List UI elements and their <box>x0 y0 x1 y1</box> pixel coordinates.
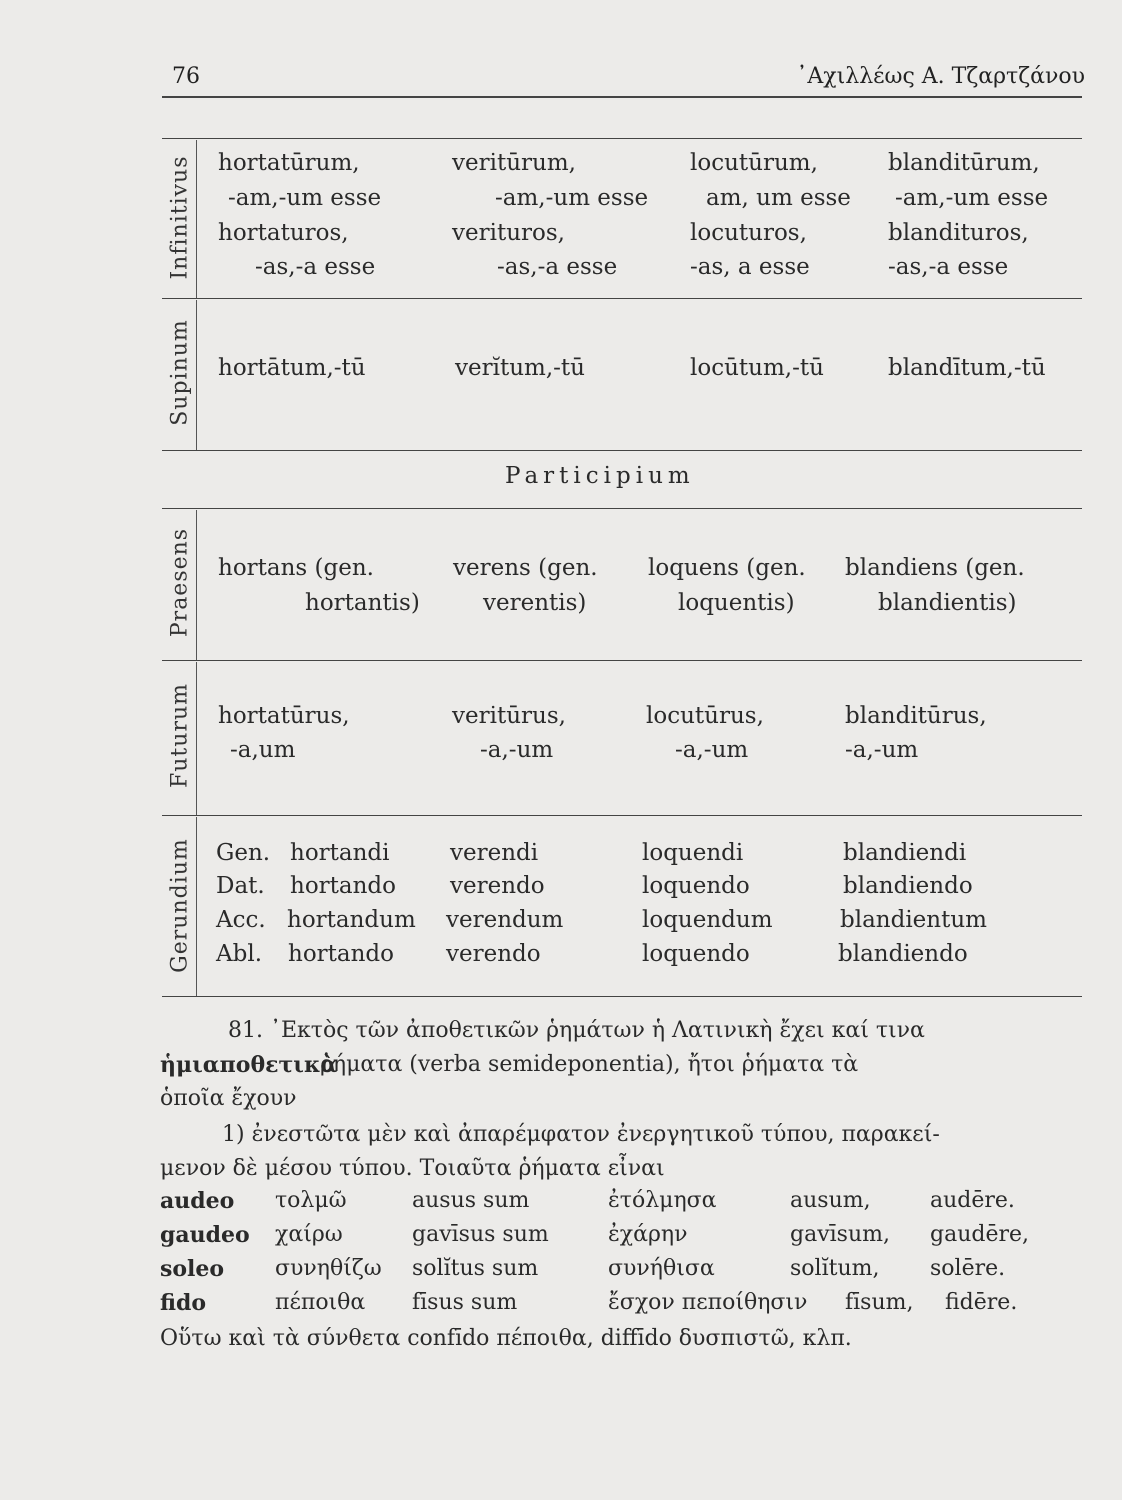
gerundium-cell: hortandi <box>290 840 390 866</box>
praesens-cell: hortans (gen. <box>218 555 374 581</box>
gerundium-cell: loquendo <box>642 941 750 967</box>
label-praesens: Praesens <box>167 527 193 638</box>
paragraph-line: ὁποῖα ἔχουν <box>160 1086 297 1111</box>
gerundium-case: Dat. <box>216 873 265 899</box>
gerundium-cell: blandiendi <box>843 840 967 866</box>
gerundium-cell: hortandum <box>287 907 416 933</box>
page-number: 76 <box>172 64 200 89</box>
supinum-bottom-rule <box>162 450 1082 451</box>
supinum-cell: blandītum,-tū <box>888 355 1046 381</box>
futurum-cell: veritūrus, <box>452 703 566 729</box>
gerundium-cell: loquendum <box>642 907 773 933</box>
paragraph-bold-term: ἡμιαποθετικὰ <box>160 1052 338 1078</box>
infinitivus-cell: am, um esse <box>706 185 851 211</box>
futurum-cell: hortatūrus, <box>218 703 350 729</box>
infinitivus-cell: -as, a esse <box>690 254 810 280</box>
verb-latin: audeo <box>160 1188 235 1214</box>
praesens-divider <box>196 510 197 660</box>
infinitivus-cell: -am,-um esse <box>228 185 382 211</box>
verb-greek-perfect: ἐτόλμησα <box>608 1188 717 1213</box>
infinitivus-cell: blanditūrum, <box>888 150 1040 176</box>
verb-perfect: solĭtus sum <box>412 1256 539 1281</box>
gerundium-divider <box>196 817 197 996</box>
running-header-author: ᾿Αχιλλέως Α. Τζαρτζάνου <box>796 64 1085 89</box>
paragraph-line: ῥήματα (verba semideponentia), ἤτοι ῥήματα τὰ <box>320 1052 859 1077</box>
supinum-cell: locūtum,-tū <box>690 355 824 381</box>
infinitivus-cell: -am,-um esse <box>495 185 649 211</box>
infinitivus-cell: veritūrum, <box>452 150 576 176</box>
gerundium-cell: verendi <box>450 840 539 866</box>
gerundium-cell: verendum <box>446 907 564 933</box>
infinitivus-cell: -as,-a esse <box>497 254 618 280</box>
table-bottom-rule <box>162 996 1082 997</box>
verb-supine: gavīsum, <box>790 1222 890 1247</box>
infinitivus-cell: blandituros, <box>888 220 1029 246</box>
gerundium-cell: hortando <box>290 873 396 899</box>
praesens-cell: blandientis) <box>878 590 1017 616</box>
infinitivus-cell: -as,-a esse <box>255 254 376 280</box>
gerundium-case: Acc. <box>216 907 266 933</box>
table-top-rule <box>162 138 1082 139</box>
gerundium-cell: hortando <box>288 941 394 967</box>
verb-supine: ausum, <box>790 1188 871 1213</box>
label-supinum: Supinum <box>167 319 193 426</box>
supinum-divider <box>196 300 197 450</box>
verb-latin: fido <box>160 1290 207 1316</box>
infinitivus-cell: locuturos, <box>690 220 807 246</box>
verb-infinitive: solēre. <box>930 1256 1006 1281</box>
infinitivus-divider <box>196 140 197 298</box>
gerundium-cell: loquendo <box>642 873 750 899</box>
futurum-cell: -a,-um <box>480 737 554 763</box>
verb-infinitive: gaudēre, <box>930 1222 1029 1247</box>
verb-latin: gaudeo <box>160 1222 250 1248</box>
verb-perfect: ausus sum <box>412 1188 530 1213</box>
gerundium-case: Gen. <box>216 840 271 866</box>
gerundium-cell: blandientum <box>840 907 987 933</box>
participium-rule <box>162 508 1082 509</box>
gerundium-cell: loquendi <box>642 840 744 866</box>
futurum-cell: locutūrus, <box>646 703 764 729</box>
gerundium-cell: blandiendo <box>838 941 968 967</box>
verb-greek-perfect: ἐχάρην <box>608 1222 688 1247</box>
verb-greek: τολμῶ <box>275 1188 347 1213</box>
paragraph-line: 1) ἐνεστῶτα μὲν καὶ ἀπαρέμφατον ἐνεργητικοῦ τύπου, παρακεί- <box>222 1122 940 1147</box>
supinum-cell: hortātum,-tū <box>218 355 366 381</box>
praesens-bottom-rule <box>162 660 1082 661</box>
futurum-bottom-rule <box>162 815 1082 816</box>
infinitivus-cell: -as,-a esse <box>888 254 1009 280</box>
paragraph-line: ᾿Εκτὸς τῶν ἀποθετικῶν ῥημάτων ἡ Λατινικὴ ἔχει καί τινα <box>270 1018 925 1043</box>
futurum-cell: -a,-um <box>675 737 749 763</box>
verb-greek: συνηθίζω <box>275 1256 382 1281</box>
praesens-cell: loquentis) <box>678 590 795 616</box>
infinitivus-cell: hortaturos, <box>218 220 349 246</box>
label-gerundium: Gerundium <box>167 838 193 973</box>
verb-greek: χαίρω <box>275 1222 343 1247</box>
infinitivus-bottom-rule <box>162 298 1082 299</box>
futurum-cell: blanditūrus, <box>845 703 987 729</box>
header-rule <box>162 96 1082 98</box>
praesens-cell: loquens (gen. <box>648 555 806 581</box>
infinitivus-cell: locutūrum, <box>690 150 818 176</box>
gerundium-cell: blandiendo <box>843 873 973 899</box>
label-futurum: Futurum <box>167 683 193 788</box>
futurum-divider <box>196 662 197 815</box>
praesens-cell: verentis) <box>483 590 587 616</box>
verb-greek-perfect: συνήθισα <box>608 1256 715 1281</box>
verb-latin: soleo <box>160 1256 225 1282</box>
verb-perfect: fīsus sum <box>412 1290 518 1315</box>
verb-supine: fīsum, <box>845 1290 914 1315</box>
verb-greek: πέποιθα <box>275 1290 366 1315</box>
praesens-cell: blandiens (gen. <box>845 555 1025 581</box>
infinitivus-cell: -am,-um esse <box>895 185 1049 211</box>
verb-supine: solĭtum, <box>790 1256 880 1281</box>
paragraph-number: 81. <box>228 1018 263 1043</box>
gerundium-cell: verendo <box>446 941 541 967</box>
futurum-cell: -a,um <box>230 737 296 763</box>
paragraph-line: μενον δὲ μέσου τύπου. Τοιαῦτα ῥήματα εἶναι <box>160 1156 665 1181</box>
gerundium-cell: verendo <box>450 873 545 899</box>
infinitivus-cell: verituros, <box>452 220 565 246</box>
closing-line: Οὕτω καὶ τὰ σύνθετα confīdo πέποιθα, diffīdo δυσπιστῶ, κλπ. <box>160 1326 852 1351</box>
supinum-cell: verĭtum,-tū <box>455 355 585 381</box>
futurum-cell: -a,-um <box>845 737 919 763</box>
verb-greek-perfect: ἔσχον πεποίθησιν <box>608 1290 808 1315</box>
participium-title: Participium <box>505 463 695 489</box>
label-infinitivus: Infinitivus <box>167 155 193 280</box>
verb-infinitive: fidēre. <box>945 1290 1018 1315</box>
verb-perfect: gavīsus sum <box>412 1222 549 1247</box>
gerundium-case: Abl. <box>216 941 262 967</box>
infinitivus-cell: hortatūrum, <box>218 150 360 176</box>
praesens-cell: verens (gen. <box>453 555 598 581</box>
verb-infinitive: audēre. <box>930 1188 1015 1213</box>
praesens-cell: hortantis) <box>305 590 420 616</box>
